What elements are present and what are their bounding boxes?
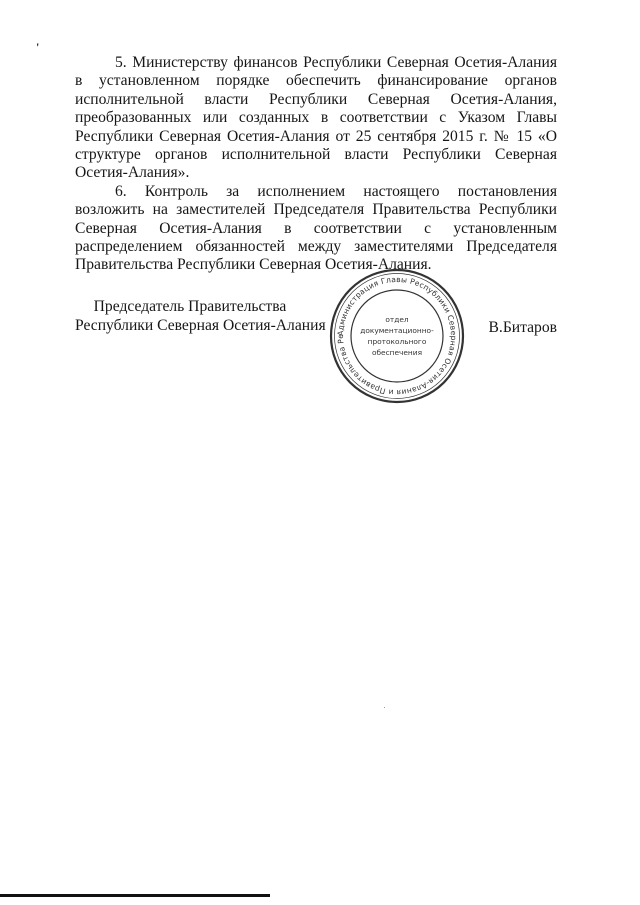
signature-block <box>75 274 557 417</box>
signatory-title-line-1: Председатель Правительства <box>93 298 287 315</box>
seal-inner-ring <box>351 290 443 382</box>
official-seal <box>328 267 466 410</box>
signatory-title-line-2: Республики Северная Осетия-Алания <box>75 317 326 334</box>
document-body <box>75 54 557 275</box>
paragraph-6: 6. Контроль за исполнением настоящего постановления возложить на заместителей Председателя Правительства Республики Северная Осетия-Алания в соответствии с установленным распределением обязанностей между заместителями Председателя Правительства Республики Северная Осетия-Алания. <box>75 182 557 274</box>
seal-graphic <box>328 267 466 405</box>
seal-outer-text: Администрация Главы Республики Северная Осетия-Алания и Правительства Ре <box>335 274 459 398</box>
signatory-name: В.Битаров <box>488 319 557 336</box>
signatory-title <box>75 297 326 335</box>
page-mark: ' <box>36 40 40 54</box>
seal-outer-inner-ring <box>335 274 460 399</box>
seal-center-line-3: протокольного <box>367 337 427 346</box>
paragraph-5: 5. Министерству финансов Республики Северная Осетия-Алания в установленном порядке обеспечить финансирование органов исполнительной власти Республики Северная Осетия-Алания, преобразованных или созданных в соответствии с Указом Главы Республики Северная Осетия-Алания от 25 сентября 2015 г. № 15 «О структуре органов исполнительной власти Республики Северная Осетия-Алания». <box>75 54 557 182</box>
seal-center-line-1: отдел <box>385 315 409 324</box>
scan-edge-bar <box>0 894 270 897</box>
seal-center-line-2: документационно- <box>360 326 434 335</box>
seal-center-line-4: обеспечения <box>371 348 423 357</box>
scan-artifact-dot <box>384 707 385 708</box>
